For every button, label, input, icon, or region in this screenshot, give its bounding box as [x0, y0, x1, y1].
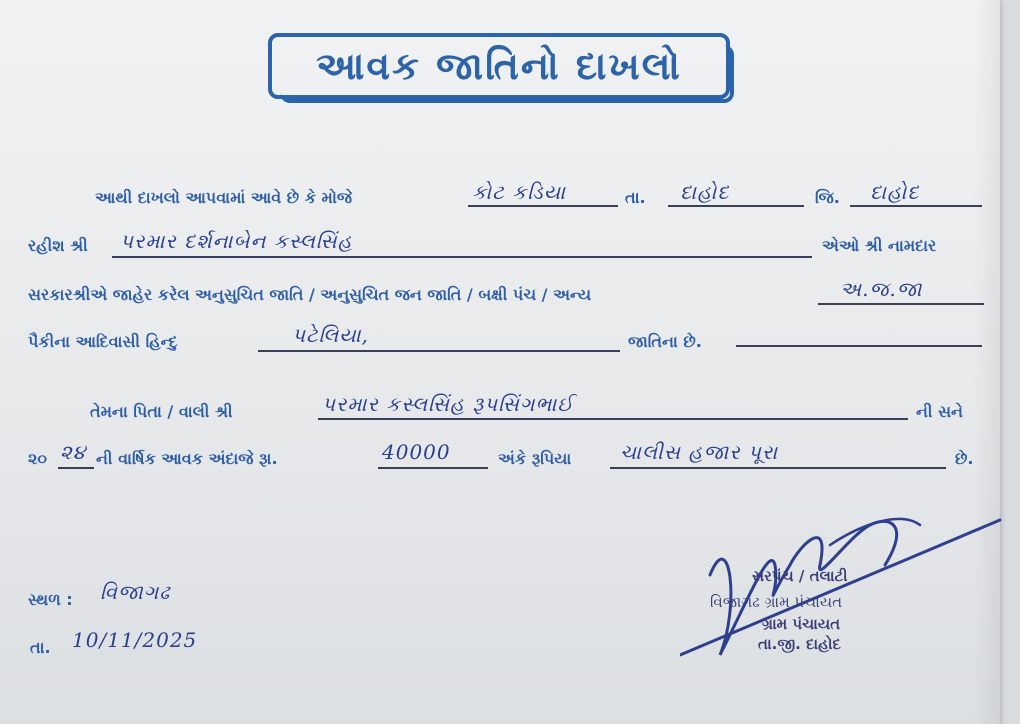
caste-line — [258, 350, 620, 352]
taluka-line — [668, 205, 804, 207]
intro-text: આથી દાખલો આપવામાં આવે છે કે મોજે — [95, 188, 352, 207]
caste-value: પટેલિયા, — [292, 323, 369, 347]
year-line — [58, 467, 94, 469]
district-value: દાહોદ — [870, 180, 920, 204]
resident-name: પરમાર દર્શનાબેન કસ્લસિંહ — [120, 229, 353, 253]
stamp-line-2: વિજાગઢ ગ્રામ પંચાયત — [710, 593, 843, 611]
father-label: તેમના પિતા / વાલી શ્રી — [90, 402, 233, 421]
signature-graphic — [680, 505, 1010, 675]
amount-words-line — [610, 467, 946, 469]
amount-digits-line — [378, 467, 488, 469]
taluka-value: દાહોદ — [680, 180, 730, 204]
certificate-title: આવક જાતિનો દાખલો — [316, 43, 682, 88]
title-box — [268, 33, 730, 99]
date-value: 10/11/2025 — [72, 628, 198, 652]
category-text: સરકારશ્રીએ જાહેર કરેલ અનુસુચિત જાતિ / અનુસુચિત જન જાતિ / બક્ષી પંચ / અન્ય — [28, 285, 592, 304]
amount-words: ચાલીસ હજાર પૂરા — [620, 440, 779, 464]
stamp-overlay: ગ્રામ પંચાયત — [762, 615, 841, 633]
place-label: સ્થળ : — [28, 590, 73, 609]
income-end: છે. — [955, 449, 974, 468]
income-text: ની વાર્ષિક આવક અંદાજે રૂા. — [96, 449, 278, 468]
place-value: વિજાગઢ — [100, 580, 171, 604]
village-value: કોટ કડિયા — [472, 180, 567, 204]
signature-stamp-area — [680, 505, 1010, 675]
father-line — [318, 418, 908, 420]
resident-line — [112, 256, 812, 258]
district-line — [850, 205, 982, 207]
tribe-text: પૈકીના આદિવાસી હિન્દુ — [28, 332, 178, 351]
date-label: તા. — [30, 638, 51, 657]
district-label: જિ. — [815, 188, 840, 207]
category-value: અ.જ.જા — [840, 277, 923, 301]
stamp-line-3: તા.જી. દાહોદ — [758, 635, 841, 653]
caste-suffix: જાતિના છે. — [628, 332, 702, 351]
village-line — [468, 205, 618, 207]
year-prefix: ૨૦ — [28, 449, 48, 468]
amount-digits: 40000 — [382, 440, 451, 464]
taluka-label: તા. — [625, 188, 646, 207]
caste-tail-line — [736, 345, 982, 347]
category-line — [818, 303, 984, 305]
stamp-line-1: સરપંચ / તલાટી — [752, 567, 848, 585]
amount-words-label: અંકે રૂપિયા — [498, 449, 572, 468]
year-value: ૨૪ — [60, 440, 87, 464]
resident-label: રહીશ શ્રી — [28, 236, 88, 255]
father-suffix: ની સને — [916, 402, 963, 421]
resident-suffix: એઓ શ્રી નામદાર — [822, 236, 937, 255]
father-name: પરમાર કસ્લસિંહ રૂપસિંગભાઈ — [322, 392, 574, 416]
